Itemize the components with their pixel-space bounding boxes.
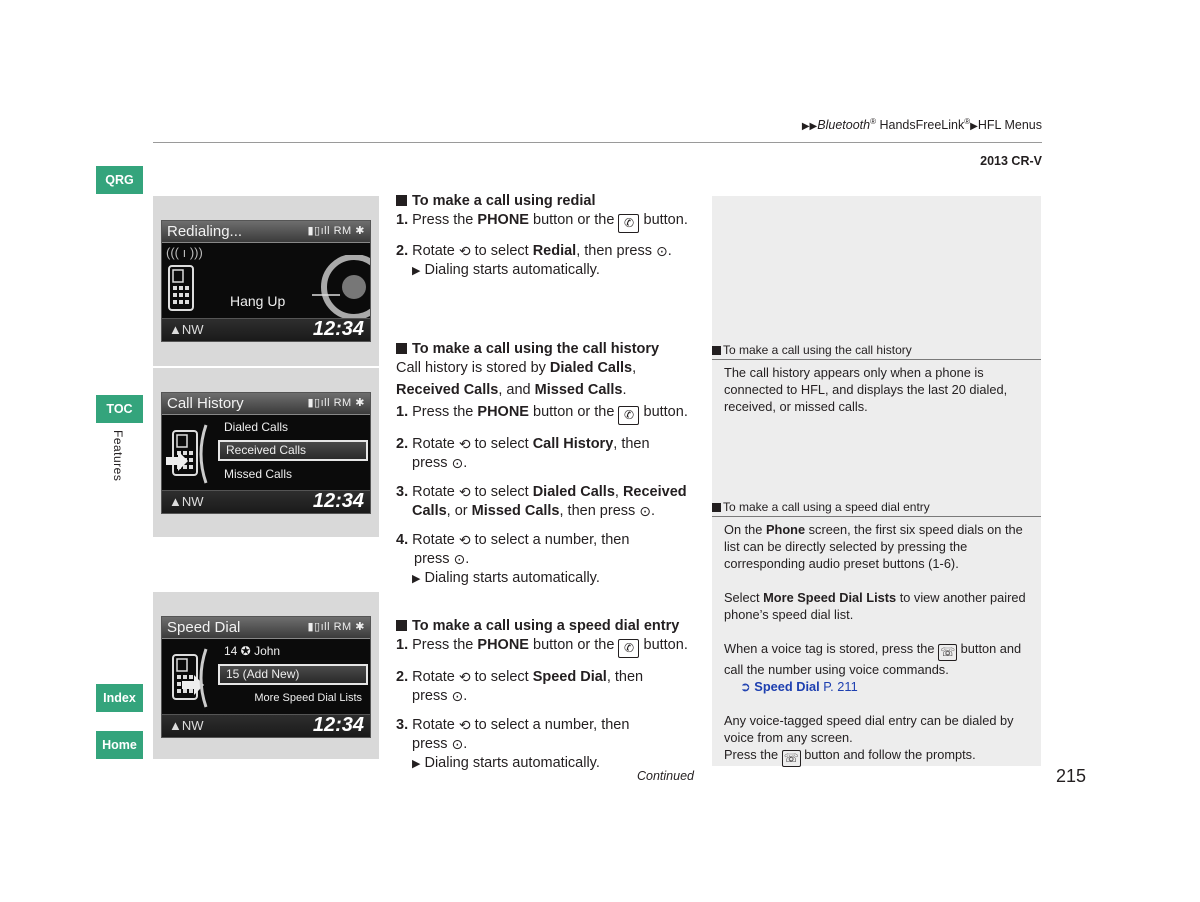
note-paragraph: Select More Speed Dial Lists to view another paired phone’s speed dial list.: [724, 590, 1026, 622]
section-heading: To make a call using a speed dial entry: [396, 617, 706, 636]
result-arrow-icon: ▶: [412, 758, 421, 770]
screen-footer: [162, 714, 370, 737]
call-history-section: [396, 340, 706, 589]
breadcrumb: ▶▶Bluetooth® HandsFreeLink®▶HFL Menus: [801, 117, 1042, 133]
interface-dial-rotate-icon: ⟲: [458, 532, 471, 548]
compass-arrow-icon: ▲: [169, 494, 182, 509]
speed-dial-entry-add-new[interactable]: 15 (Add New): [218, 664, 368, 685]
signal-icon: ▮▯ıll: [307, 621, 331, 633]
step-result: ▶ Dialing starts automatically.: [412, 570, 600, 586]
step: 4. Rotate ⟲ to select a number, then: [396, 532, 630, 548]
screen-titlebar: [162, 617, 370, 639]
note-header-call-history: To make a call using the call history: [712, 343, 1041, 360]
clock: 12:34: [312, 714, 364, 736]
handset-icon: [166, 423, 212, 485]
call-history-screen: [161, 392, 371, 514]
step: 3. Rotate ⟲ to select a number, then: [396, 717, 630, 733]
interface-dial-press-icon: ⊙: [451, 736, 464, 752]
interface-dial-press-icon: ⊙: [453, 551, 466, 567]
interface-dial-press-icon: ⊙: [656, 243, 668, 259]
signal-icon: ▮▯ıll: [307, 225, 331, 237]
calling-signal-icon: ((( ı ))): [166, 245, 203, 260]
redial-section: [396, 192, 706, 281]
bullet-square-icon: [396, 620, 407, 631]
screen-footer: [162, 318, 370, 341]
phone-button-icon: ✆: [618, 406, 639, 425]
clock: 12:34: [312, 318, 364, 340]
speed-dial-screen: [161, 616, 371, 738]
talk-button-icon: ☏: [783, 751, 799, 765]
intro-text: Received Calls, and Missed Calls.: [396, 382, 627, 398]
note-call-history: The call history appears only when a phone is connected to HFL, and displays the last 20 dialed, received, or missed calls.: [724, 365, 1008, 414]
page-number: 215: [1055, 766, 1086, 786]
bluetooth-icon: ✱: [355, 225, 365, 237]
compass-arrow-icon: ▲: [169, 322, 182, 337]
interface-dial-press-icon: ⊙: [451, 455, 464, 471]
step-cont: press ⊙.: [412, 688, 468, 704]
roaming-indicator: RM: [333, 225, 352, 237]
note-paragraph: Any voice-tagged speed dial entry can be dialed by voice from any screen.: [724, 713, 1014, 745]
compass-heading: ▲NW: [169, 494, 204, 509]
breadcrumb-arrow-icon: ▶▶: [801, 121, 818, 133]
speed-dial-screen-panel: [153, 592, 379, 759]
result-arrow-icon: ▶: [412, 265, 421, 277]
handset-icon: [168, 265, 194, 311]
step: 2. Rotate ⟲ to select Redial, then press ⊙.: [396, 243, 672, 259]
link-arrow-icon: ➲: [740, 679, 751, 694]
note-marker-icon: [712, 503, 721, 512]
section-heading: To make a call using redial: [396, 192, 706, 211]
section-heading: To make a call using the call history: [396, 340, 706, 359]
breadcrumb-arrow-icon: ▶: [970, 121, 978, 133]
toc-button[interactable]: TOC: [96, 395, 143, 423]
step: 3. Rotate ⟲ to select Dialed Calls, Received: [396, 484, 687, 500]
result-arrow-icon: ▶: [412, 573, 421, 585]
index-button[interactable]: Index: [96, 684, 143, 712]
intro-text: Call history is stored by Dialed Calls,: [396, 360, 637, 376]
redial-screen: [161, 220, 371, 342]
interface-dial-rotate-icon: ⟲: [458, 484, 471, 500]
redial-screen-panel: [153, 196, 379, 366]
interface-dial-press-icon: ⊙: [451, 688, 464, 704]
step-result: ▶ Dialing starts automatically.: [412, 262, 600, 278]
bluetooth-icon: ✱: [355, 621, 365, 633]
roaming-indicator: RM: [333, 621, 352, 633]
screen-title: Redialing...: [167, 223, 243, 240]
call-history-screen-panel: [153, 368, 379, 537]
compass-heading: ▲NW: [169, 718, 204, 733]
bluetooth-icon: ✱: [355, 397, 365, 409]
interface-dial-rotate-icon: ⟲: [458, 436, 471, 452]
continued-label: Continued: [637, 769, 694, 783]
phone-status-icons: [307, 224, 365, 237]
phone-status-icons: [307, 396, 365, 409]
qrg-button[interactable]: QRG: [96, 166, 143, 194]
phone-status-icons: [307, 620, 365, 633]
note-marker-icon: [712, 346, 721, 355]
speed-dial-entry-john[interactable]: 14 ✪ John: [224, 644, 281, 658]
screen-title: Speed Dial: [167, 619, 241, 636]
interface-dial-rotate-icon: ⟲: [458, 669, 471, 685]
screen-title: Call History: [167, 395, 244, 412]
step: 1. Press the PHONE button or the ✆ button.: [396, 211, 706, 233]
signal-icon: ▮▯ıll: [307, 397, 331, 409]
steering-wheel-icon: [312, 255, 371, 319]
compass-arrow-icon: ▲: [169, 718, 182, 733]
step: 2. Rotate ⟲ to select Call History, then: [396, 436, 650, 452]
clock: 12:34: [312, 490, 364, 512]
speed-dial-section: [396, 617, 706, 774]
breadcrumb-hfl[interactable]: HandsFreeLink: [879, 118, 965, 133]
note-paragraph: On the Phone screen, the first six speed dials on the list can be directly selected by pressing the corresponding audio preset buttons (1-6).: [724, 522, 1023, 571]
interface-dial-rotate-icon: ⟲: [458, 717, 471, 733]
menu-item-received-calls[interactable]: Received Calls: [218, 440, 368, 461]
step-cont: press ⊙.: [414, 551, 470, 567]
more-speed-dial-lists[interactable]: More Speed Dial Lists: [254, 692, 362, 704]
handset-icon: [166, 647, 212, 709]
step-cont: Calls, or Missed Calls, then press ⊙.: [412, 503, 656, 519]
note-paragraph: Press the ☏ button and follow the prompts.: [724, 747, 976, 765]
interface-dial-press-icon: ⊙: [639, 503, 652, 519]
roaming-indicator: RM: [333, 397, 352, 409]
model-label: 2013 CR-V: [980, 154, 1042, 168]
compass-heading: ▲NW: [169, 322, 204, 337]
note-header-speed-dial: To make a call using a speed dial entry: [712, 500, 1041, 517]
bullet-square-icon: [396, 343, 407, 354]
step-cont: press ⊙.: [412, 736, 468, 752]
phone-button-icon: ✆: [618, 639, 639, 658]
step: 1. Press the PHONE button or the ✆ button.: [396, 403, 706, 425]
menu-item-missed-calls[interactable]: Missed Calls: [224, 467, 293, 481]
menu-item-dialed-calls[interactable]: Dialed Calls: [224, 420, 289, 434]
screen-footer: [162, 490, 370, 513]
home-button[interactable]: Home: [96, 731, 143, 759]
step-cont: press ⊙.: [412, 455, 468, 471]
step: 1. Press the PHONE button or the ✆ button.: [396, 636, 706, 658]
breadcrumb-bluetooth[interactable]: Bluetooth: [817, 118, 871, 133]
interface-dial-rotate-icon: ⟲: [458, 243, 471, 259]
phone-button-icon: ✆: [618, 214, 639, 233]
breadcrumb-hfl-menus[interactable]: HFL Menus: [977, 118, 1042, 133]
hang-up-label[interactable]: Hang Up: [230, 293, 286, 309]
speed-dial-link[interactable]: ➲ Speed Dial P. 211: [740, 679, 858, 694]
step: 2. Rotate ⟲ to select Speed Dial, then: [396, 669, 644, 685]
section-label-features: Features: [111, 430, 125, 482]
bullet-square-icon: [396, 195, 407, 206]
note-paragraph: When a voice tag is stored, press the ☏ button and call the number using voice commands.: [724, 641, 1022, 677]
step-result: ▶ Dialing starts automatically.: [412, 755, 600, 771]
note-speed-dial: [724, 521, 1032, 767]
screen-titlebar: [162, 221, 370, 243]
screen-titlebar: [162, 393, 370, 415]
header-divider: [153, 142, 1042, 143]
talk-button-icon: ☏: [940, 645, 956, 659]
